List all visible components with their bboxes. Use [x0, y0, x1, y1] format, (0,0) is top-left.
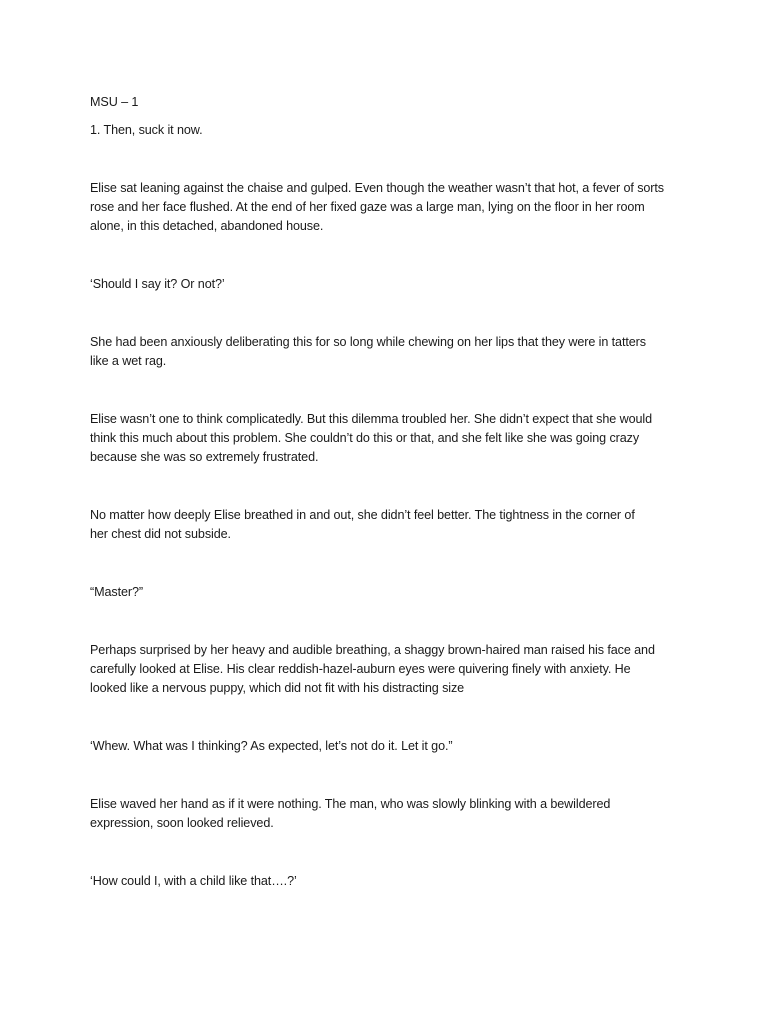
paragraph-line: alone, in this detached, abandoned house.	[90, 219, 324, 233]
document-header: MSU – 1	[90, 95, 139, 109]
paragraph-line: rose and her face flushed. At the end of her fixed gaze was a large man, lying on the floor in her room	[90, 200, 645, 214]
paragraph-line: Elise wasn’t one to think complicatedly. But this dilemma troubled her. She didn’t expect that she would	[90, 412, 652, 426]
paragraph-line: ‘Should I say it? Or not?’	[90, 277, 225, 291]
paragraph-line: ‘Whew. What was I thinking? As expected, let’s not do it. Let it go.”	[90, 739, 453, 753]
paragraph-line: ‘How could I, with a child like that….?’	[90, 874, 297, 888]
paragraph-line: Perhaps surprised by her heavy and audible breathing, a shaggy brown-haired man raised his face and	[90, 643, 655, 657]
paragraph-line: Elise sat leaning against the chaise and gulped. Even though the weather wasn’t that hot, a fever of sorts	[90, 181, 664, 195]
chapter-title: 1. Then, suck it now.	[90, 123, 203, 137]
paragraph-line: think this much about this problem. She couldn’t do this or that, and she felt like she was going crazy	[90, 431, 640, 445]
paragraph-line: like a wet rag.	[90, 354, 167, 368]
paragraph-line: She had been anxiously deliberating this for so long while chewing on her lips that they were in tatters	[90, 335, 646, 349]
paragraph-line: looked like a nervous puppy, which did not fit with his distracting size	[90, 681, 465, 695]
paragraph-line: expression, soon looked relieved.	[90, 816, 274, 830]
paragraph-line: Elise waved her hand as if it were nothing. The man, who was slowly blinking with a bewildered	[90, 797, 611, 811]
paragraph-line: because she was so extremely frustrated.	[90, 450, 319, 464]
paragraph-line: her chest did not subside.	[90, 527, 231, 541]
paragraph-line: No matter how deeply Elise breathed in and out, she didn’t feel better. The tightness in the corner of	[90, 508, 635, 522]
paragraph-line: carefully looked at Elise. His clear reddish-hazel-auburn eyes were quivering finely with anxiety. He	[90, 662, 631, 676]
paragraph-line: “Master?”	[90, 585, 143, 599]
